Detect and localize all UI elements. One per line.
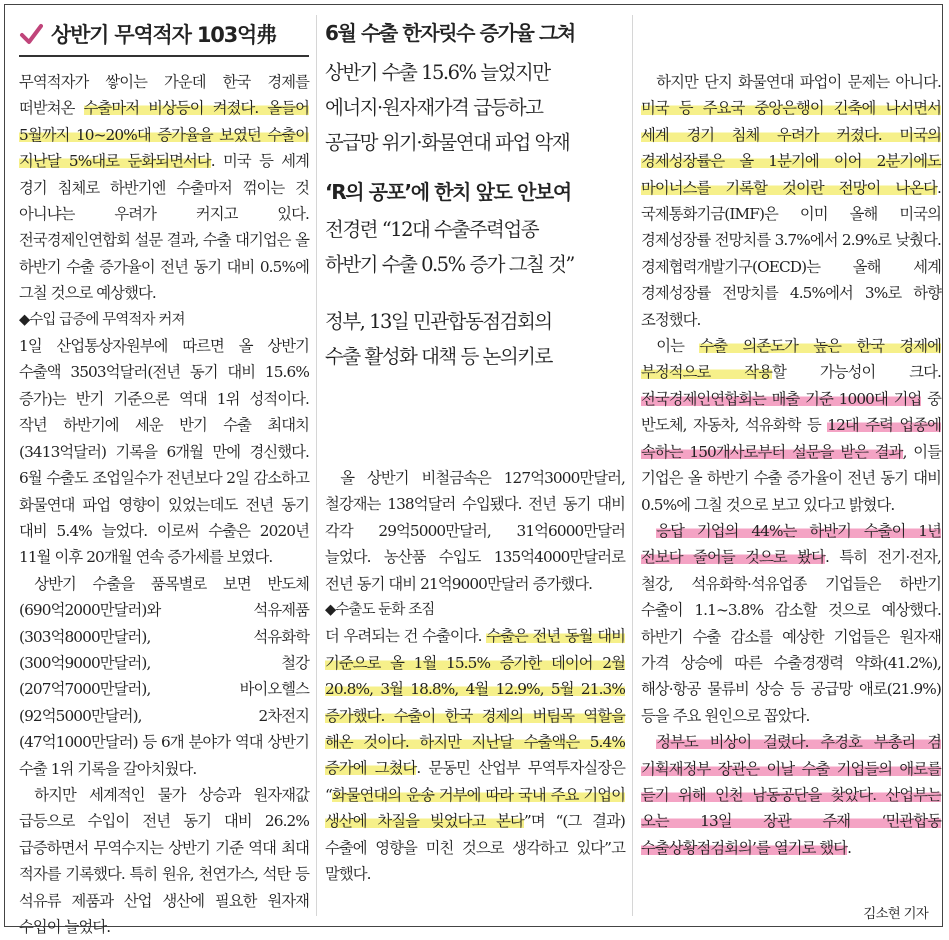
col3-paragraph-1 xyxy=(641,69,941,333)
col2-paragraph-2 xyxy=(325,623,625,887)
headline-1: 6월 수출 한자릿수 증가율 그쳐 xyxy=(325,21,575,45)
highlighted-text: 수출 의존도가 높은 한국 경제에 부정적으로 작용 xyxy=(641,337,942,382)
column-1 xyxy=(19,69,309,940)
highlighted-text: 미국 등 주요국 중앙은행이 긴축에 나서면서 세계 경기 침체 우려가 커졌다. 미국의 경제성장률은 올 1분기에 이어 2분기에도 마이너스를 기록할 것이란 전망이 나온다 xyxy=(641,99,941,197)
column-3 xyxy=(641,69,941,861)
highlighted-text: 정부도 비상이 걸렸다. 추경호 부총리 겸 기획재정부 장관은 이날 수출 기업들의 애로를 듣기 위해 인천 남동공단을 찾았다. 산업부는 오는 13일 장관 주재 ‘민관합동 수출상황점검회의’를 열기로 했다 xyxy=(641,733,941,857)
text-run: 무역적자가 쌓이는 가운데 한국 경제를 떠받쳐온 xyxy=(19,73,309,118)
headline-2: ‘R의 공포’에 한치 앞도 안보여 xyxy=(325,180,571,204)
text-run: 하지만 단지 화물연대 파업이 문제는 아니다. xyxy=(656,73,941,91)
col1-paragraph-3: 상반기 수출을 품목별로 보면 반도체(690억2000만달러)와 석유제품(303억8000만달러), 석유화학(300억9000만달러), 철강(207억7000만달러), 바이오헬스(92억5000만달러), 2차전지(47억1000만달러) 등 6개 분야가 역대 상반기 수출 1위 기록을 갈아치웠다. xyxy=(19,574,309,778)
col3-paragraph-2 xyxy=(641,333,941,518)
byline: 김소현 기자 xyxy=(863,906,928,922)
text-run: 이는 xyxy=(656,337,700,356)
column-divider xyxy=(632,15,633,916)
article-frame xyxy=(4,4,943,936)
highlighted-text: 전국경제인연합회는 매출 기준 1000대 기업 xyxy=(641,389,922,408)
text-run: 중 반도체, 자동차, 석유화학 등 xyxy=(641,389,941,435)
col2-paragraph-1: 올 상반기 비철금속은 127억3000만달러, 철강재는 138억달러 수입됐다. 전년 동기 대비 각각 29억5000만달러, 31억6000만달러 늘었다. 농산품 수입도 135억4000만달러로 전년 동기 대비 21억9000만달러 증가했다. xyxy=(325,469,625,593)
main-title: 상반기 무역적자 103억弗 xyxy=(51,23,276,47)
subhead-line: 전경련 “12대 수출주력업종 xyxy=(325,218,539,241)
col1-paragraph-4: 하지만 세계적인 물가 상승과 원자재값 급등으로 수입이 전년 동기 대비 26.2% 급증하면서 무역수지는 상반기 기준 역대 최대 적자를 기록했다. 특히 원유, 천연가스, 석탄 등 석유류 제품과 산업 생산에 필요한 원자재 수입이 늘었다. xyxy=(19,785,309,936)
text-run: 할 가능성이 크다. xyxy=(772,363,941,382)
col1-paragraph-1 xyxy=(19,69,309,307)
text-run: . 특히 전기·전자, 철강, 석유화학·석유업종 기업들은 하반기 수출이 1.1~3.8% 감소할 것으로 예상했다. 하반기 수출 감소를 예상한 기업들은 원자재 가격 상승에 따른 수출경쟁력 약화(41.2%), 해상·항공 물류비 상승 등 공급망 애로(21.9%) 등을 주요 원인으로 꼽았다. xyxy=(641,548,941,725)
col1-subheading: ◆수입 급증에 무역적자 커져 xyxy=(19,311,185,328)
text-run: 더 우려되는 건 수출이다. xyxy=(325,627,487,646)
highlighted-text: 응답 기업의 44%는 하반기 수출이 1년 전보다 줄어들 것으로 봤다 xyxy=(641,521,941,567)
col3-paragraph-3 xyxy=(641,518,941,729)
subhead-line: 정부, 13일 민관합동점검회의 xyxy=(325,310,552,333)
column-2 xyxy=(325,465,625,888)
title-rule xyxy=(19,55,309,57)
subhead-line: 공급망 위기·화물연대 파업 악재 xyxy=(325,131,570,154)
column-divider xyxy=(316,15,317,916)
col3-paragraph-4 xyxy=(641,729,941,861)
subhead-line: 에너지·원자재가격 급등하고 xyxy=(325,96,543,119)
headline-block xyxy=(325,17,625,374)
text-run: . 국제통화기금(IMF)은 이미 올해 미국의 경제성장률 전망치를 3.7%에서 2.9%로 낮췄다. 경제협력개발기구(OECD)는 올해 세계 경제성장률 전망치를 4.5%에서 3%로 하향 조정했다. xyxy=(641,178,941,329)
col1-paragraph-2: 1일 산업통상자원부에 따르면 올 상반기 수출액 3503억달러(전년 동기 대비 15.6% 증가)는 반기 기준으론 역대 1위 성적이다. 작년 하반기에 세운 반기 수출 최대치(3413억달러) 기록을 6개월 만에 경신했다. 6월 수출도 조업일수가 전년보다 2일 감소하고 화물연대 파업 영향이 있었는데도 전년 동기 대비 5.4% 늘었다. 이로써 수출은 2020년 11월 이후 20개월 연속 증가세를 보였다. xyxy=(19,337,309,567)
subhead-line: 하반기 수출 0.5% 증가 그칠 것” xyxy=(325,253,574,276)
text-run: . xyxy=(847,838,852,857)
main-heading xyxy=(19,17,319,51)
highlighted-text: 12대 주력 업종에 속하는 150개사로부터 설문을 받은 결과 xyxy=(641,416,941,461)
text-run: . 미국 등 세계 경기 침체로 하반기엔 수출마저 꺾이는 것 아니냐는 우려가 커지고 있다. 전국경제인연합회 설문 결과, 수출 대기업은 올 하반기 수출 증가율이 전년 동기 대비 0.5%에 그칠 것으로 예상했다. xyxy=(19,152,309,303)
text-run: ”며 “(그 결과) 수출에 영향을 미친 것으로 생각하고 있다”고 말했다. xyxy=(325,812,625,884)
subhead-line: 상반기 수출 15.6% 늘었지만 xyxy=(325,61,550,84)
subheads-1 xyxy=(325,55,625,160)
text-run: , 이들 기업은 올 하반기 수출 증가율이 전년 동기 대비 0.5%에 그칠 것으로 보고 있다고 밝혔다. xyxy=(641,442,942,514)
subhead-line: 수출 활성화 대책 등 논의키로 xyxy=(325,345,552,368)
subheads-2 xyxy=(325,212,625,282)
highlighted-text: 수출마저 비상등이 켜졌다. 올들어 5월까지 10~20%대 증가율을 보였던 수출이 지난달 5%대로 둔화되면서다 xyxy=(19,99,309,171)
check-mark-icon xyxy=(19,22,43,46)
highlighted-text: 수출은 전년 동월 대비 기준으로 올 1월 15.5% 증가한 데이어 2월 20.8%, 3월 18.8%, 4월 12.9%, 5월 21.3% 증가했다. 수출이 한국 경제의 버팀목 역할을 해온 것이다. 하지만 지난달 수출액은 5.4% 증가에 그쳤다 xyxy=(325,627,625,778)
highlighted-text: 화물연대의 운송 거부에 따라 국내 주요 기업이 생산에 차질을 빚었다고 본다 xyxy=(325,785,625,831)
col2-subheading: ◆수출도 둔화 조짐 xyxy=(325,602,435,619)
subheads-3 xyxy=(325,304,625,374)
text-run: . 문동민 산업부 무역투자실장은 “ xyxy=(325,759,625,804)
